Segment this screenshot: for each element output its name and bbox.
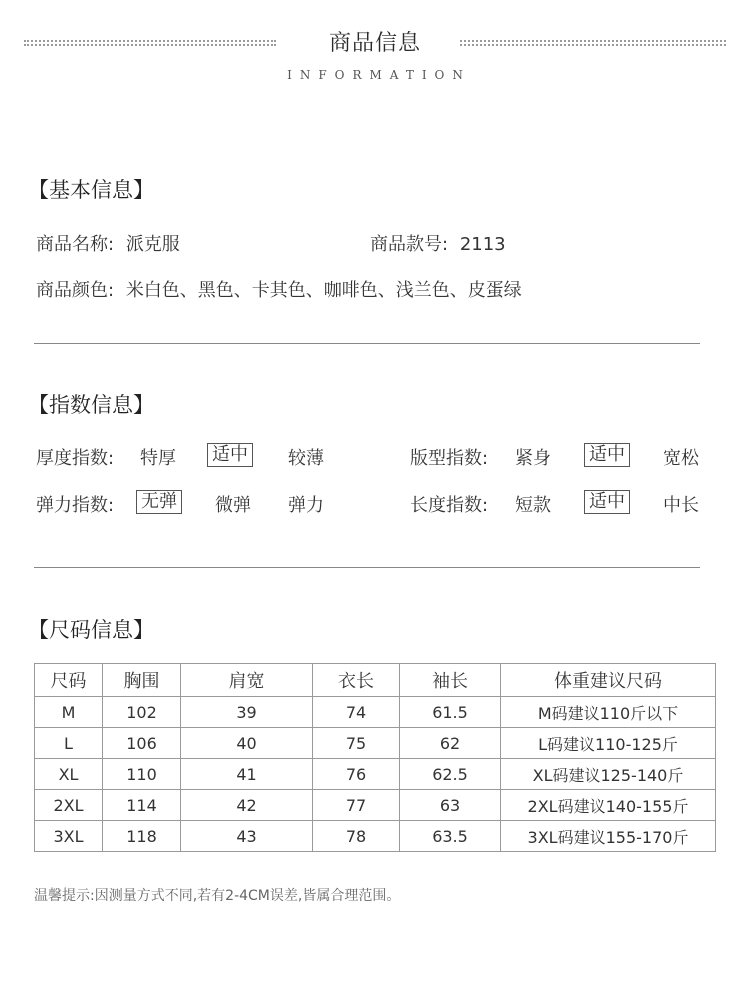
table-cell: XL: [35, 759, 103, 790]
product-color-value: 米白色、黑色、卡其色、咖啡色、浅兰色、皮蛋绿: [125, 280, 522, 301]
header-weight-suggestion: 体重建议尺码: [501, 664, 716, 697]
size-info-title: 【尺码信息】: [28, 618, 154, 642]
table-cell: 62.5: [400, 759, 501, 790]
product-name-value: 派克服: [125, 234, 180, 255]
header-size: 尺码: [35, 664, 103, 697]
length-option-1: 短款: [515, 495, 551, 516]
thickness-label: 厚度指数:: [36, 448, 115, 469]
table-row: [35, 821, 716, 852]
product-name-row: [36, 230, 180, 256]
table-cell: 62: [400, 728, 501, 759]
table-cell: 118: [103, 821, 181, 852]
table-row: [35, 697, 716, 728]
measurement-note: 温馨提示:因测量方式不同,若有2-4CM误差,皆属合理范围。: [34, 888, 401, 904]
product-code-value: 2113: [459, 234, 506, 255]
thickness-option-2-selected: 适中: [207, 443, 253, 467]
table-cell: 102: [103, 697, 181, 728]
product-code-row: [370, 230, 506, 256]
length-option-2-selected: 适中: [584, 490, 630, 514]
thickness-option-1: 特厚: [140, 448, 176, 469]
index-info-title: 【指数信息】: [28, 393, 154, 417]
length-label: 长度指数:: [410, 495, 489, 516]
table-cell: 74: [313, 697, 400, 728]
table-cell: 40: [181, 728, 313, 759]
table-cell: 78: [313, 821, 400, 852]
table-cell: XL码建议125-140斤: [501, 759, 716, 790]
divider: [34, 343, 700, 344]
header-chest: 胸围: [103, 664, 181, 697]
table-cell: 61.5: [400, 697, 501, 728]
table-cell: L: [35, 728, 103, 759]
table-cell: 76: [313, 759, 400, 790]
fit-option-1: 紧身: [515, 448, 551, 469]
table-row: [35, 790, 716, 821]
elasticity-option-1-selected: 无弹: [136, 490, 182, 514]
table-cell: 3XL: [35, 821, 103, 852]
product-name-label: 商品名称:: [36, 234, 115, 255]
header-sleeve: 袖长: [400, 664, 501, 697]
table-cell: 2XL码建议140-155斤: [501, 790, 716, 821]
length-option-3: 中长: [663, 495, 699, 516]
table-cell: 77: [313, 790, 400, 821]
table-cell: 110: [103, 759, 181, 790]
table-cell: 43: [181, 821, 313, 852]
fit-option-2-selected: 适中: [584, 443, 630, 467]
table-cell: 3XL码建议155-170斤: [501, 821, 716, 852]
table-cell: L码建议110-125斤: [501, 728, 716, 759]
page-title: 商品信息: [328, 31, 421, 56]
fit-label: 版型指数:: [410, 448, 489, 469]
basic-info-title: 【基本信息】: [28, 178, 154, 202]
table-cell: 39: [181, 697, 313, 728]
divider: [34, 567, 700, 568]
header-length: 衣长: [313, 664, 400, 697]
table-cell: 41: [181, 759, 313, 790]
table-row: [35, 759, 716, 790]
table-cell: 106: [103, 728, 181, 759]
table-row: [35, 728, 716, 759]
table-header-row: [35, 664, 716, 697]
header-shoulder: 肩宽: [181, 664, 313, 697]
table-cell: 2XL: [35, 790, 103, 821]
size-table: [34, 663, 716, 852]
table-cell: 42: [181, 790, 313, 821]
table-cell: M码建议110斤以下: [501, 697, 716, 728]
table-cell: M: [35, 697, 103, 728]
elasticity-label: 弹力指数:: [36, 495, 115, 516]
table-cell: 63.5: [400, 821, 501, 852]
table-cell: 114: [103, 790, 181, 821]
fit-option-3: 宽松: [663, 448, 699, 469]
page-subtitle: INFORMATION: [287, 68, 471, 82]
thickness-option-3: 较薄: [288, 448, 324, 469]
elasticity-option-2: 微弹: [215, 495, 251, 516]
elasticity-option-3: 弹力: [288, 495, 324, 516]
table-cell: 63: [400, 790, 501, 821]
product-code-label: 商品款号:: [370, 234, 449, 255]
product-color-label: 商品颜色:: [36, 280, 115, 301]
product-color-row: [36, 276, 522, 302]
table-cell: 75: [313, 728, 400, 759]
